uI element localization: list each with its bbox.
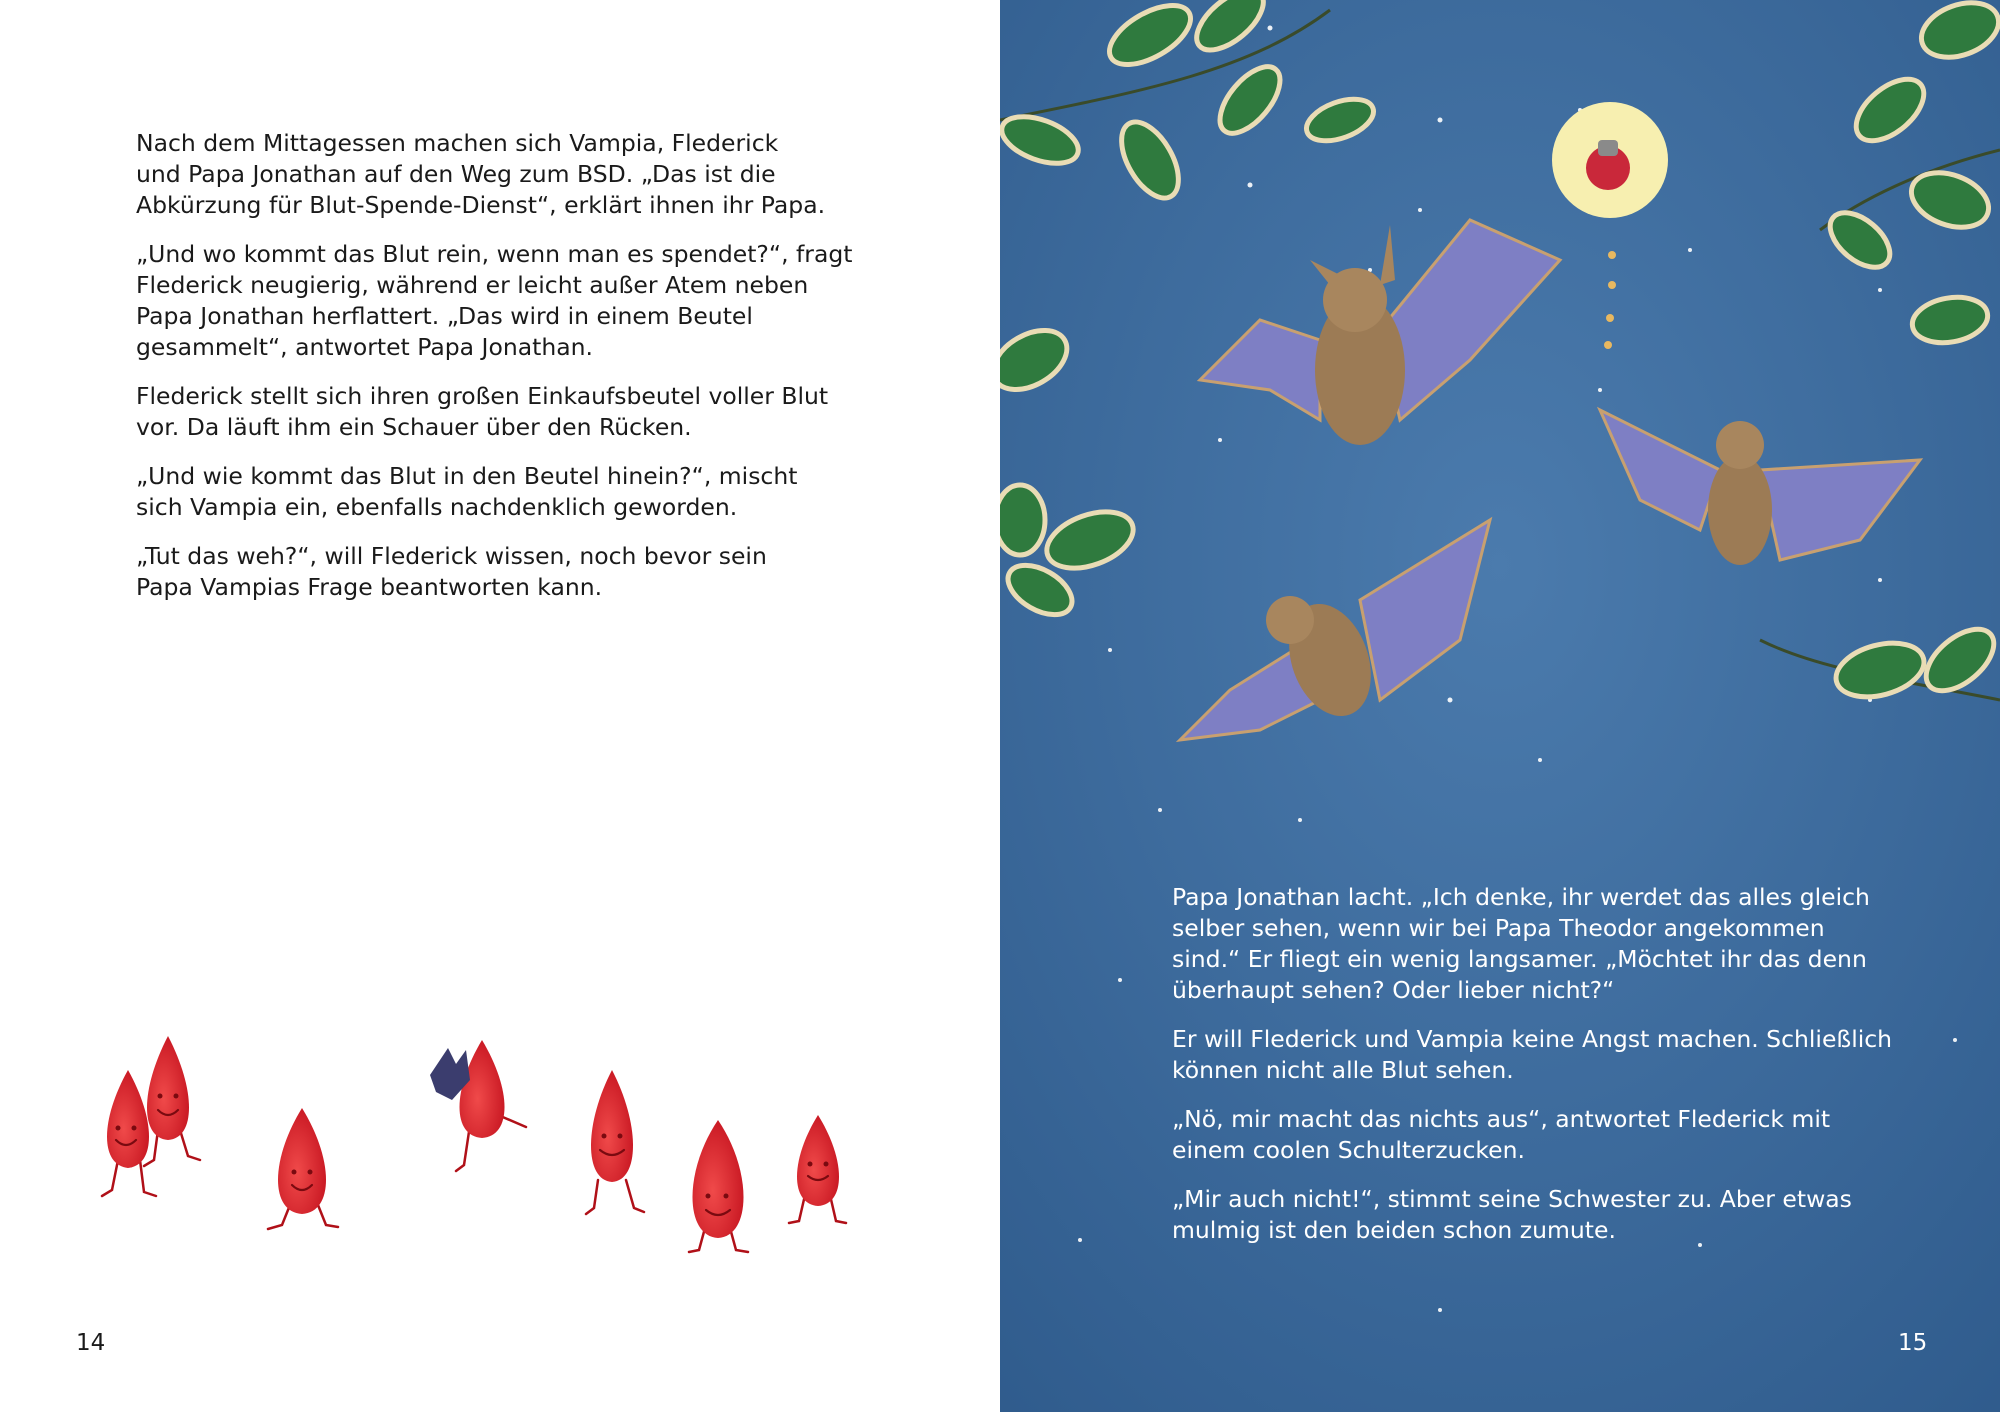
paragraph: „Tut das weh?“, will Flederick wissen, noch bevor sein Papa Vampias Frage beantworten kann. [136, 542, 767, 601]
page-number: 15 [1898, 1330, 1928, 1356]
blood-drop [278, 1108, 326, 1214]
paragraph: „Mir auch nicht!“, stimmt seine Schwester zu. Aber etwas mulmig ist den beiden schon zumute. [1172, 1185, 1852, 1244]
blood-drop [147, 1036, 189, 1140]
paragraph: Er will Flederick und Vampia keine Angst machen. Schließlich können nicht alle Blut sehen. [1172, 1025, 1893, 1084]
paragraph: „Nö, mir macht das nichts aus“, antwortet Flederick mit einem coolen Schulterzucken. [1172, 1105, 1831, 1164]
page-number: 14 [76, 1330, 106, 1356]
blood-drop [107, 1070, 149, 1168]
blood-drop [591, 1070, 633, 1182]
paragraph: „Und wie kommt das Blut in den Beutel hinein?“, mischt sich Vampia ein, ebenfalls nachdenklich geworden. [136, 462, 798, 521]
paragraph: Flederick stellt sich ihren großen Einkaufsbeutel voller Blut vor. Da läuft ihm ein Schauer über den Rücken. [136, 382, 829, 441]
blood-drop [693, 1120, 744, 1238]
blood-drop [797, 1115, 839, 1206]
paragraph: „Und wo kommt das Blut rein, wenn man es spendet?“, fragt Flederick neugierig, während er leicht außer Atem neben Papa Jonathan herflattert. „Das wird in einem Beutel gesammelt“, antwortet Papa Jonathan. [136, 240, 853, 361]
right-page-text [1172, 882, 1912, 1264]
paragraph: Papa Jonathan lacht. „Ich denke, ihr werdet das alles gleich selber sehen, wenn wir bei Papa Theodor angekommen sind.“ Er fliegt ein wenig langsamer. „Möchtet ihr das denn überhaupt sehen? Oder lieber nicht?“ [1172, 883, 1870, 1004]
paragraph: Nach dem Mittagessen machen sich Vampia, Flederick und Papa Jonathan auf den Weg zum BSD. „Das ist die Abkürzung für Blut-Spende-Dienst“, erklärt ihnen ihr Papa. [136, 129, 826, 219]
